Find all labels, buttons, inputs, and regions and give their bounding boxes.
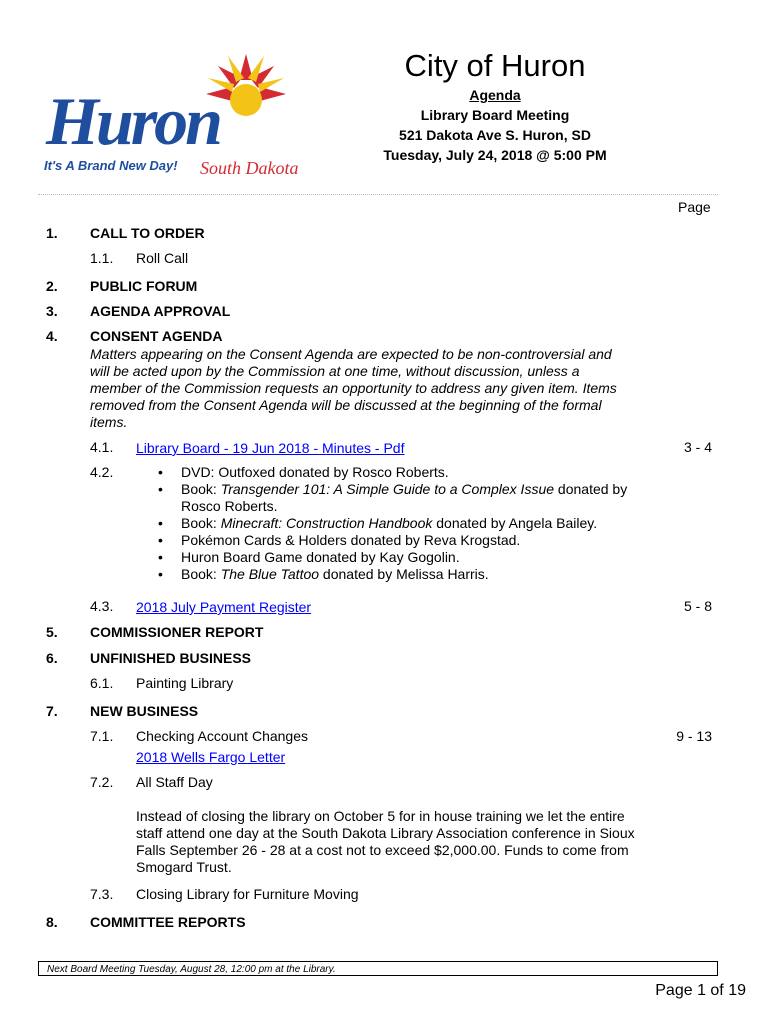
item-number: 4. xyxy=(46,328,58,344)
item-number: 5. xyxy=(46,624,58,640)
subitem-text: Painting Library xyxy=(136,675,234,691)
list-item xyxy=(158,515,628,532)
donation-prefix: Book: xyxy=(181,566,221,582)
subitem-number: 4.2. xyxy=(90,464,114,480)
agenda-heading: Agenda xyxy=(469,87,521,103)
subitem-number: 7.2. xyxy=(90,774,114,790)
list-item xyxy=(158,532,628,549)
subitem-number: 6.1. xyxy=(90,675,114,691)
donation-suffix: donated by Angela Bailey. xyxy=(432,515,598,531)
book-title: Transgender 101: A Simple Guide to a Complex Issue xyxy=(220,481,555,497)
bullet-icon: • xyxy=(158,464,163,480)
donations-list xyxy=(158,464,628,583)
page-range: 9 - 13 xyxy=(676,728,712,744)
item-number: 3. xyxy=(46,303,58,319)
bullet-icon: • xyxy=(158,481,163,497)
meeting-date: Tuesday, July 24, 2018 @ 5:00 PM xyxy=(383,147,607,163)
donation-text: DVD: Outfoxed donated by Rosco Roberts. xyxy=(181,464,449,480)
item-number: 7. xyxy=(46,703,58,719)
item-number: 8. xyxy=(46,914,58,930)
minutes-link[interactable]: Library Board - 19 Jun 2018 - Minutes - Pdf xyxy=(136,440,405,456)
item-title: CONSENT AGENDA xyxy=(90,328,223,344)
donation-text: Pokémon Cards & Holders donated by Reva Krogstad. xyxy=(181,532,521,548)
bullet-icon: • xyxy=(158,532,163,548)
city-of-huron-logo xyxy=(38,52,338,192)
item-number: 6. xyxy=(46,650,58,666)
subitem-text: Checking Account Changes xyxy=(136,728,308,744)
item-title: CALL TO ORDER xyxy=(90,225,205,241)
page-range: 3 - 4 xyxy=(683,439,712,455)
item-title: NEW BUSINESS xyxy=(90,703,199,719)
bullet-icon: • xyxy=(158,566,163,582)
logo-state: South Dakota xyxy=(200,158,299,178)
logo-wordmark: Huron xyxy=(46,83,220,159)
item-title: UNFINISHED BUSINESS xyxy=(90,650,252,666)
item-title: AGENDA APPROVAL xyxy=(90,303,231,319)
subitem-number: 7.1. xyxy=(90,728,114,744)
list-item xyxy=(158,481,628,515)
donation-suffix: donated by Melissa Harris. xyxy=(319,566,489,582)
logo-tagline: It's A Brand New Day! xyxy=(44,158,178,173)
consent-agenda-description: Matters appearing on the Consent Agenda are expected to be non-controversial and will be acted upon by the Commission at one time, without discussion, unless a member of the Commission requests an opportunity to address any given item. Items removed from the Consent Agenda will be discussed at the beginning of the formal items. xyxy=(90,346,617,430)
subitem-text: All Staff Day xyxy=(136,774,213,790)
subitem-text: Closing Library for Furniture Moving xyxy=(136,886,359,902)
subitem-number: 4.3. xyxy=(90,598,114,614)
meeting-name: Library Board Meeting xyxy=(420,107,570,123)
bullet-icon: • xyxy=(158,515,163,531)
list-item xyxy=(158,566,628,583)
subitem-number: 1.1. xyxy=(90,250,114,266)
payment-register-link[interactable]: 2018 July Payment Register xyxy=(136,599,312,615)
donation-prefix: Book: xyxy=(181,515,221,531)
page-count: Page 1 of 19 xyxy=(655,982,746,999)
wells-fargo-letter-link[interactable]: 2018 Wells Fargo Letter xyxy=(136,749,286,765)
item-title: COMMITTEE REPORTS xyxy=(90,914,246,930)
book-title: Minecraft: Construction Handbook xyxy=(220,515,433,531)
page-column-header: Page xyxy=(678,199,711,215)
city-title: City of Huron xyxy=(404,48,586,83)
list-item xyxy=(158,464,628,481)
bullet-icon: • xyxy=(158,549,163,565)
meeting-address: 521 Dakota Ave S. Huron, SD xyxy=(399,127,591,143)
page-range: 5 - 8 xyxy=(683,598,712,614)
item-title: COMMISSIONER REPORT xyxy=(90,624,264,640)
list-item xyxy=(158,549,628,566)
header-divider xyxy=(38,194,718,195)
item-number: 2. xyxy=(46,278,58,294)
donation-text: Huron Board Game donated by Kay Gogolin. xyxy=(181,549,460,565)
donation-suffix: donated by Rosco Roberts. xyxy=(181,481,628,514)
next-meeting-note: Next Board Meeting Tuesday, August 28, 12:00 pm at the Library. xyxy=(38,961,718,976)
item-title: PUBLIC FORUM xyxy=(90,278,198,294)
donation-prefix: Book: xyxy=(181,481,221,497)
item-number: 1. xyxy=(46,225,58,241)
subitem-number: 7.3. xyxy=(90,886,114,902)
subitem-text: Roll Call xyxy=(136,250,189,266)
staff-day-description: Instead of closing the library on October 5 for in house training we let the entire staff attend one day at the South Dakota Library Association conference in Sioux Falls September 26 - 28 at a cost not to exceed $2,000.00. Funds to come from Smogard Trust. xyxy=(136,808,635,875)
book-title: The Blue Tattoo xyxy=(220,566,320,582)
subitem-number: 4.1. xyxy=(90,439,114,455)
